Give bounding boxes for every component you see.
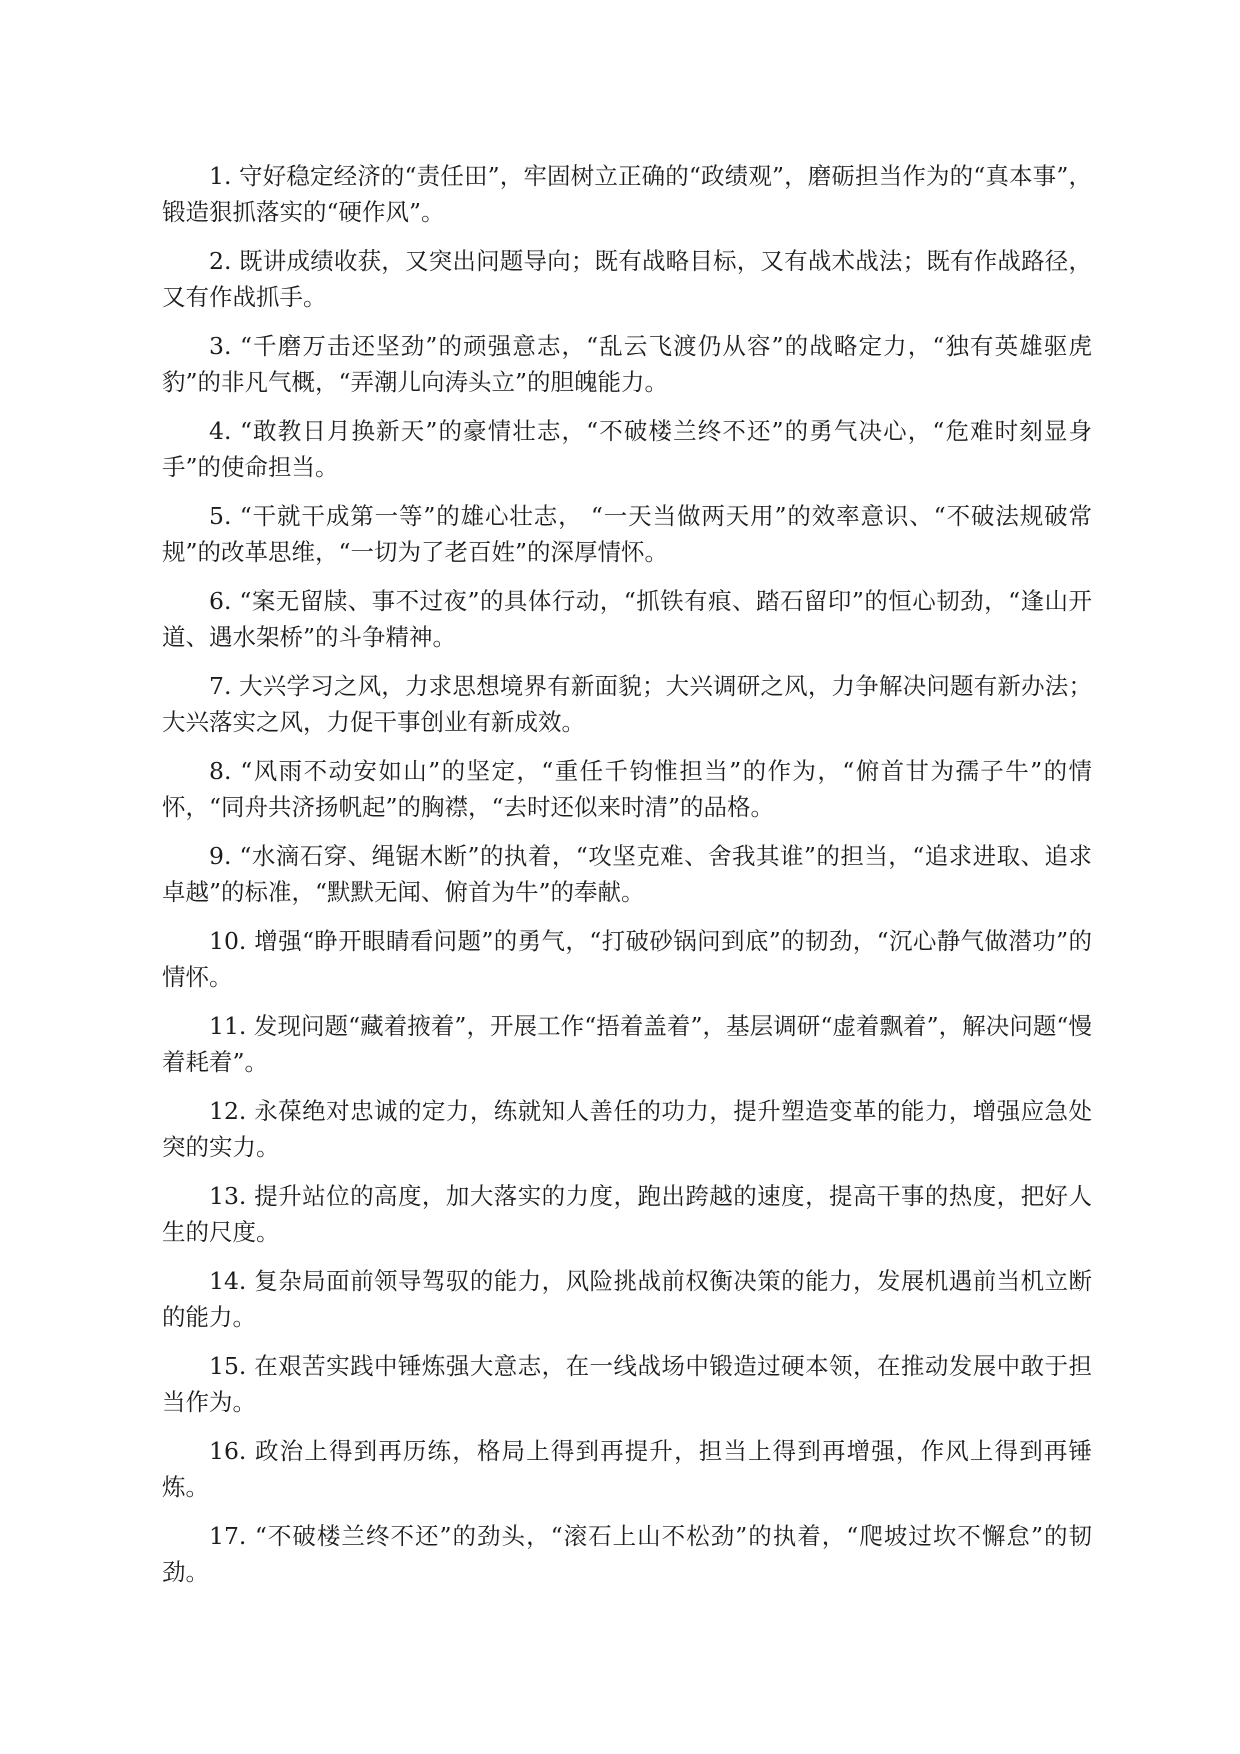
- paragraph-8: 8. “风雨不动安如山”的坚定，“重任千钧惟担当”的作为，“俯首甘为孺子牛”的情怀，“同舟共济扬帆起”的胸襟，“去时还似来时清”的品格。: [162, 757, 1092, 821]
- paragraph-11: 11. 发现问题“藏着掖着”，开展工作“捂着盖着”，基层调研“虚着飘着”，解决问题“慢着耗着”。: [162, 1012, 1092, 1076]
- paragraph-2: 2. 既讲成绩收获，又突出问题导向；既有战略目标，又有战术战法；既有作战路径，又有作战抓手。: [162, 247, 1092, 311]
- paragraph-9: 9. “水滴石穿、绳锯木断”的执着，“攻坚克难、舍我其谁”的担当，“追求进取、追求卓越”的标准，“默默无闻、俯首为牛”的奉献。: [162, 842, 1092, 906]
- paragraph-12: 12. 永葆绝对忠诚的定力，练就知人善任的功力，提升塑造变革的能力，增强应急处突的实力。: [162, 1097, 1092, 1161]
- paragraph-13: 13. 提升站位的高度，加大落实的力度，跑出跨越的速度，提高干事的热度，把好人生的尺度。: [162, 1182, 1092, 1246]
- paragraph-5: 5. “干就干成第一等”的雄心壮志， “一天当做两天用”的效率意识、“不破法规破常规”的改革思维，“一切为了老百姓”的深厚情怀。: [162, 502, 1092, 566]
- paragraph-16: 16. 政治上得到再历练，格局上得到再提升，担当上得到再增强，作风上得到再锤炼。: [162, 1437, 1092, 1501]
- paragraph-17: 17. “不破楼兰终不还”的劲头，“滚石上山不松劲”的执着，“爬坡过坎不懈怠”的韧劲。: [162, 1522, 1092, 1586]
- document-body: [162, 158, 1092, 1603]
- paragraph-14: 14. 复杂局面前领导驾驭的能力，风险挑战前权衡决策的能力，发展机遇前当机立断的能力。: [162, 1267, 1092, 1331]
- paragraph-7: 7. 大兴学习之风，力求思想境界有新面貌；大兴调研之风，力争解决问题有新办法；大兴落实之风，力促干事创业有新成效。: [162, 672, 1092, 736]
- paragraph-1: 1. 守好稳定经济的“责任田”，牢固树立正确的“政绩观”，磨砺担当作为的“真本事”，锻造狠抓落实的“硬作风”。: [162, 162, 1092, 226]
- paragraph-6: 6. “案无留牍、事不过夜”的具体行动，“抓铁有痕、踏石留印”的恒心韧劲，“逢山开道、遇水架桥”的斗争精神。: [162, 587, 1092, 651]
- paragraph-3: 3. “千磨万击还坚劲”的顽强意志，“乱云飞渡仍从容”的战略定力，“独有英雄驱虎豹”的非凡气概，“弄潮儿向涛头立”的胆魄能力。: [162, 332, 1092, 396]
- paragraph-15: 15. 在艰苦实践中锤炼强大意志，在一线战场中锻造过硬本领，在推动发展中敢于担当作为。: [162, 1352, 1092, 1416]
- paragraph-10: 10. 增强“睁开眼睛看问题”的勇气，“打破砂锅问到底”的韧劲，“沉心静气做潜功”的情怀。: [162, 927, 1092, 991]
- paragraph-4: 4. “敢教日月换新天”的豪情壮志，“不破楼兰终不还”的勇气决心，“危难时刻显身手”的使命担当。: [162, 417, 1092, 481]
